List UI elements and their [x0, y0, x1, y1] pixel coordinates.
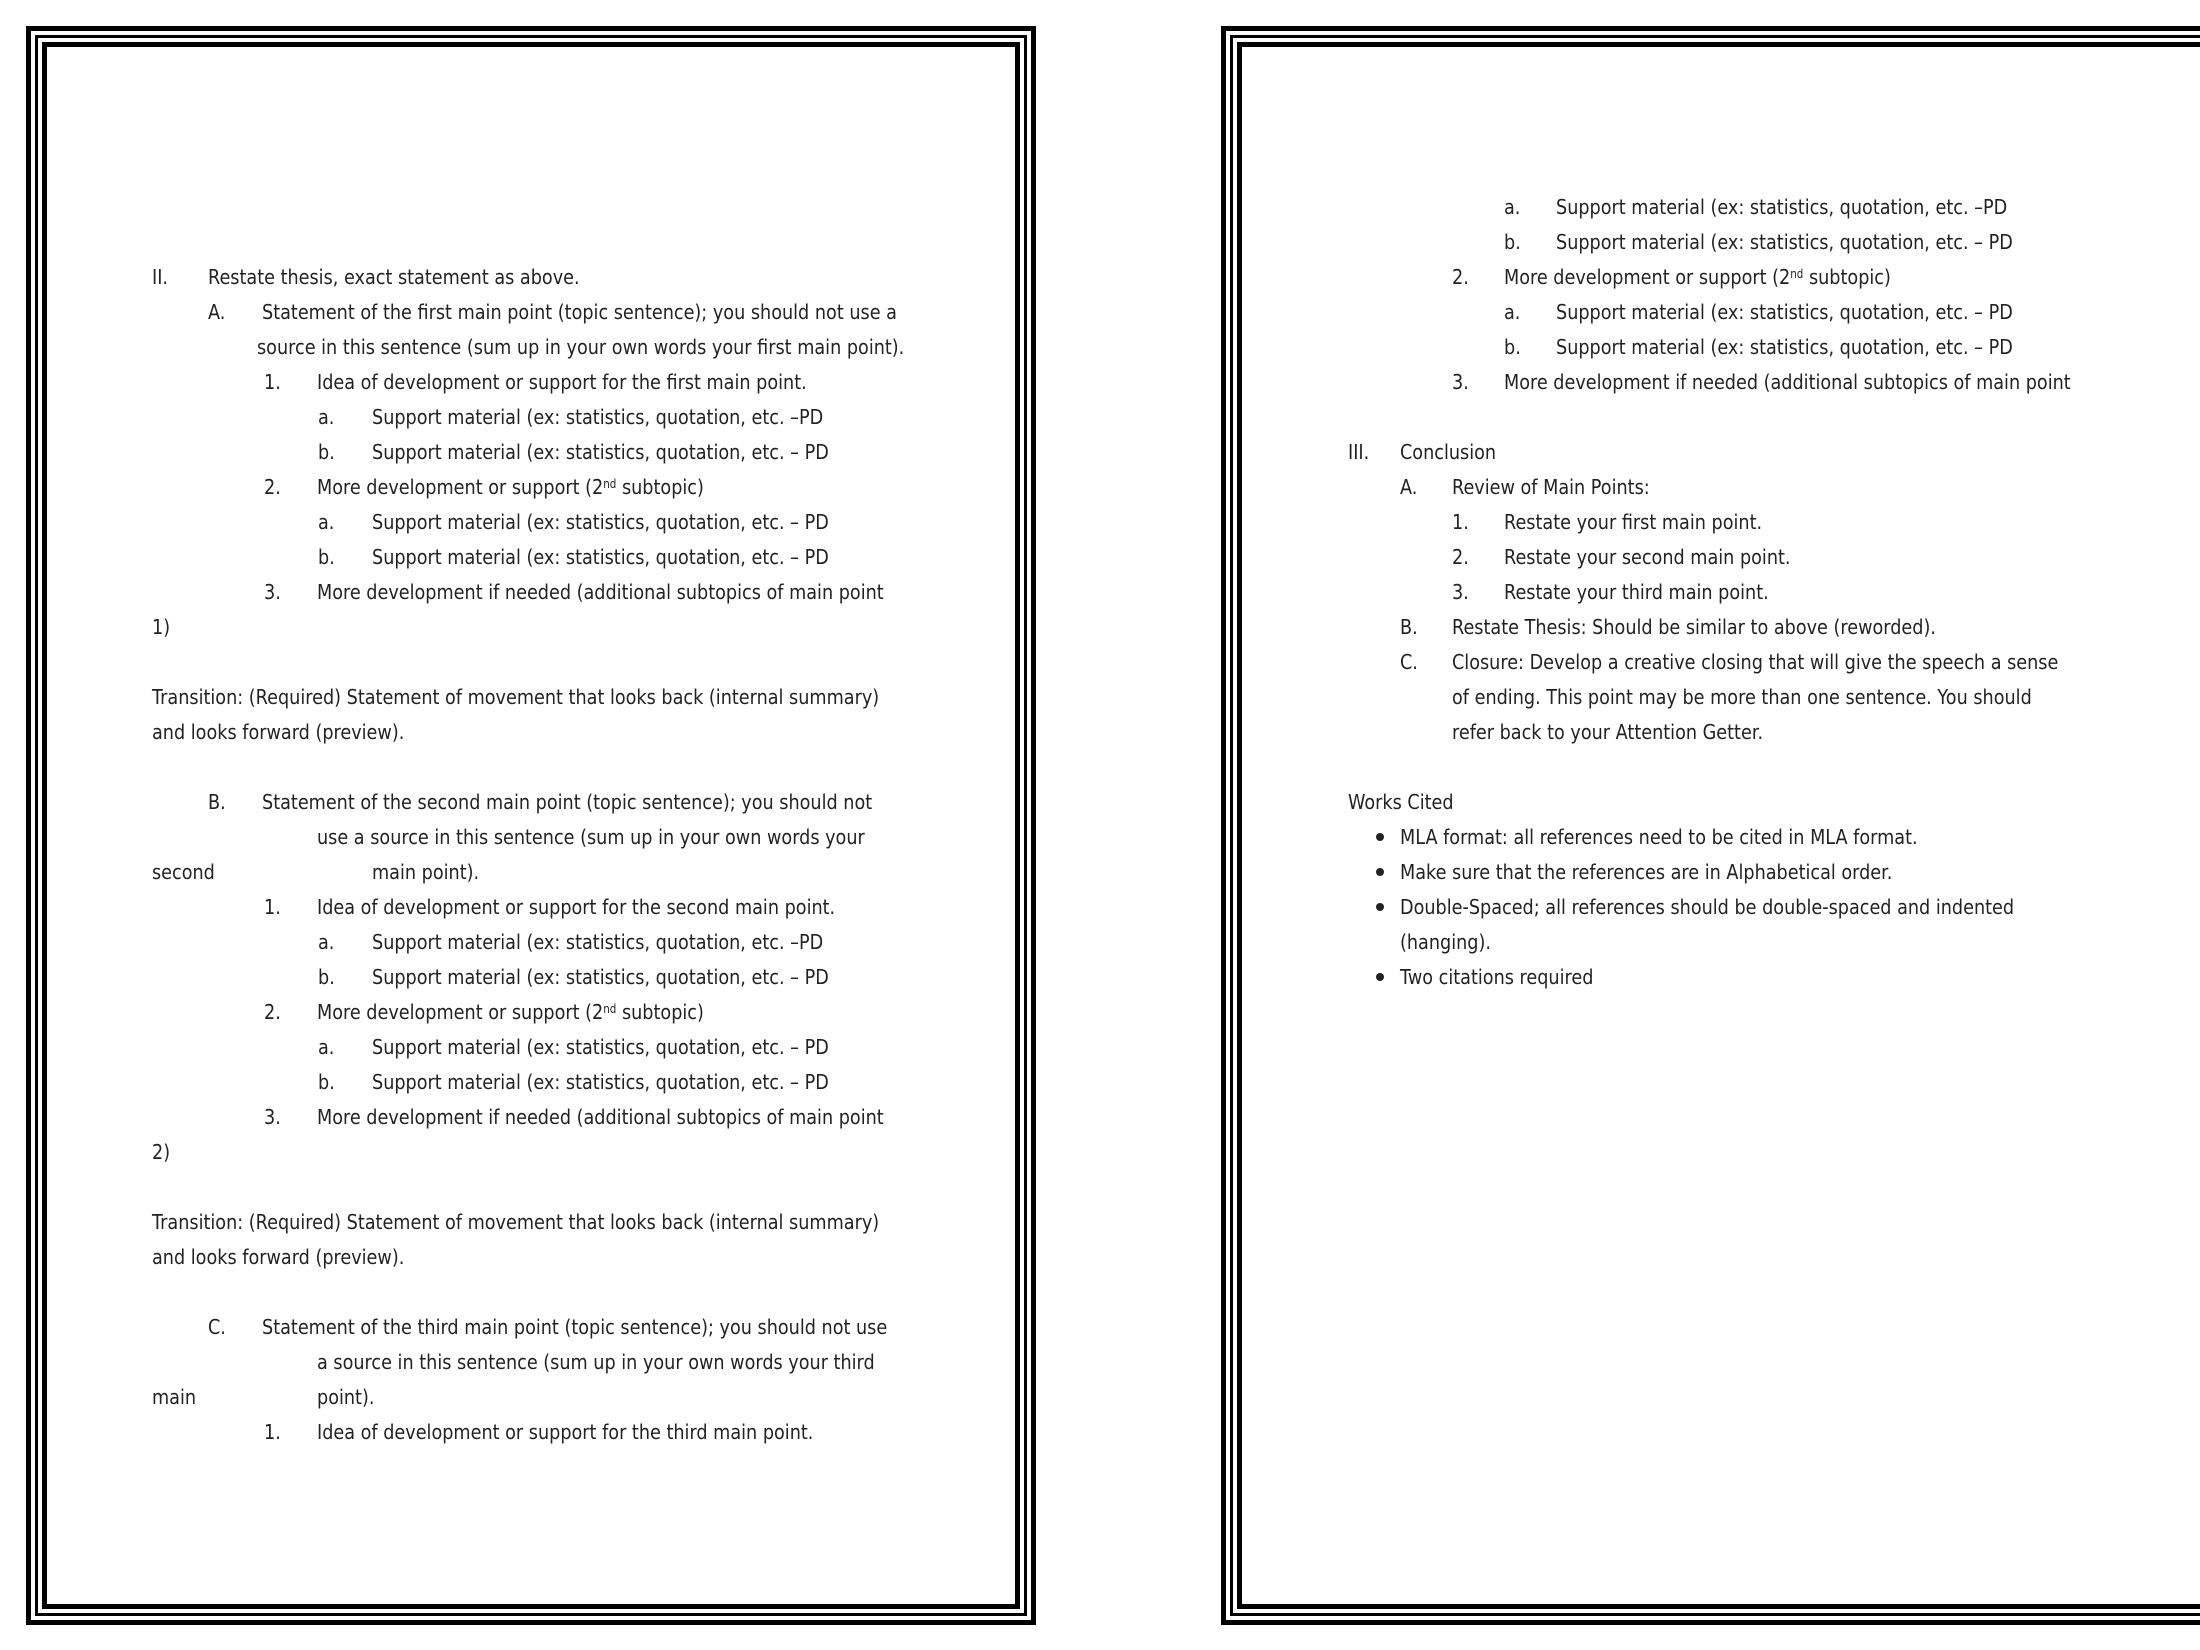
outline-line: Support material (ex: statistics, quotation, etc. – PD [372, 1070, 829, 1094]
outline-numeral: A. [208, 300, 226, 324]
outline-numeral: 2. [1452, 545, 1469, 569]
outline-line: Closure: Develop a creative closing that will give the speech a sense [1452, 650, 2059, 674]
outline-numeral: 3. [1452, 370, 1469, 394]
outline-numeral: 3. [264, 1105, 281, 1129]
outline-line: Support material (ex: statistics, quotation, etc. – PD [1556, 300, 2013, 324]
outline-line: a source in this sentence (sum up in your own words your third [317, 1350, 875, 1374]
outline-line: use a source in this sentence (sum up in your own words your [317, 825, 865, 849]
transition-line: and looks forward (preview). [152, 1245, 405, 1269]
outline-line: Statement of the third main point (topic sentence); you should not use [262, 1315, 888, 1339]
outline-line: second [152, 860, 215, 884]
outline-numeral: 1. [264, 1420, 281, 1444]
outline-numeral: 3. [1452, 580, 1469, 604]
outline-numeral: B. [1400, 615, 1418, 639]
outline-line: of ending. This point may be more than one sentence. You should [1452, 685, 2032, 709]
outline-numeral: A. [1400, 475, 1418, 499]
outline-line: More development if needed (additional subtopics of main point [1504, 370, 2071, 394]
outline-numeral: b. [1504, 230, 1521, 254]
outline-numeral: 1. [264, 370, 281, 394]
outline-numeral: b. [1504, 335, 1521, 359]
outline-line: Support material (ex: statistics, quotation, etc. – PD [1556, 335, 2013, 359]
outline-numeral: a. [318, 405, 335, 429]
outline-numeral: a. [318, 1035, 335, 1059]
bullet-item: Double-Spaced; all references should be double-spaced and indented [1400, 895, 2015, 919]
outline-line: point). [317, 1385, 375, 1409]
outline-numeral: 3. [264, 580, 281, 604]
outline-line: 1) [152, 615, 171, 639]
outline-numeral: 1. [1452, 510, 1469, 534]
outline-line: Support material (ex: statistics, quotation, etc. – PD [372, 510, 829, 534]
transition-line: and looks forward (preview). [152, 720, 405, 744]
outline-numeral: b. [318, 545, 335, 569]
outline-line: main point). [372, 860, 480, 884]
outline-line: Support material (ex: statistics, quotation, etc. –PD [372, 405, 824, 429]
bullet-item: (hanging). [1400, 930, 1491, 954]
outline-numeral: a. [1504, 300, 1521, 324]
bullet-icon [1376, 973, 1384, 981]
outline-line: Support material (ex: statistics, quotation, etc. – PD [1556, 230, 2013, 254]
bullet-item: Two citations required [1400, 965, 1594, 989]
outline-line: main [152, 1385, 197, 1409]
outline-numeral: b. [318, 1070, 335, 1094]
bullet-item: Make sure that the references are in Alphabetical order. [1400, 860, 1893, 884]
outline-line: Restate Thesis: Should be similar to above (reworded). [1452, 615, 1936, 639]
outline-line: Idea of development or support for the third main point. [317, 1420, 814, 1444]
transition-line: Transition: (Required) Statement of movement that looks back (internal summary) [152, 685, 880, 709]
outline-numeral: b. [318, 440, 335, 464]
outline-line: Statement of the second main point (topic sentence); you should not [262, 790, 873, 814]
works-cited-heading: Works Cited [1348, 790, 1454, 814]
outline-line: Restate your first main point. [1504, 510, 1763, 534]
outline-line: Support material (ex: statistics, quotation, etc. –PD [372, 930, 824, 954]
outline-line: Support material (ex: statistics, quotation, etc. – PD [372, 965, 829, 989]
outline-line: 2) [152, 1140, 171, 1164]
outline-numeral: a. [318, 510, 335, 534]
bullet-icon [1376, 833, 1384, 841]
outline-line: Support material (ex: statistics, quotation, etc. – PD [372, 1035, 829, 1059]
outline-line: source in this sentence (sum up in your own words your first main point). [257, 335, 905, 359]
outline-line: More development or support (2nd subtopic) [317, 475, 704, 499]
outline-numeral: 2. [264, 1000, 281, 1024]
outline-line: Restate your second main point. [1504, 545, 1791, 569]
outline-numeral: II. [152, 265, 169, 289]
outline-line: Idea of development or support for the first main point. [317, 370, 807, 394]
outline-numeral: 2. [1452, 265, 1469, 289]
bullet-item: MLA format: all references need to be cited in MLA format. [1400, 825, 1918, 849]
outline-numeral: C. [1400, 650, 1418, 674]
outline-line: Support material (ex: statistics, quotation, etc. –PD [1556, 195, 2008, 219]
outline-numeral: a. [1504, 195, 1521, 219]
outline-line: More development if needed (additional subtopics of main point [317, 580, 884, 604]
outline-line: More development or support (2nd subtopic) [317, 1000, 704, 1024]
outline-numeral: a. [318, 930, 335, 954]
outline-line: Restate thesis, exact statement as above. [208, 265, 580, 289]
outline-line: Review of Main Points: [1452, 475, 1650, 499]
outline-line: Support material (ex: statistics, quotation, etc. – PD [372, 440, 829, 464]
outline-line: Statement of the first main point (topic sentence); you should not use a [262, 300, 897, 324]
outline-line: Idea of development or support for the second main point. [317, 895, 836, 919]
outline-numeral: C. [208, 1315, 226, 1339]
outline-line: Restate your third main point. [1504, 580, 1769, 604]
outline-numeral: B. [208, 790, 226, 814]
outline-numeral: III. [1348, 440, 1370, 464]
outline-line: More development if needed (additional subtopics of main point [317, 1105, 884, 1129]
transition-line: Transition: (Required) Statement of movement that looks back (internal summary) [152, 1210, 880, 1234]
bullet-icon [1376, 903, 1384, 911]
outline-line: refer back to your Attention Getter. [1452, 720, 1764, 744]
outline-numeral: 1. [264, 895, 281, 919]
outline-numeral: 2. [264, 475, 281, 499]
outline-line: More development or support (2nd subtopic) [1504, 265, 1891, 289]
outline-numeral: b. [318, 965, 335, 989]
bullet-icon [1376, 868, 1384, 876]
outline-line: Conclusion [1400, 440, 1497, 464]
outline-line: Support material (ex: statistics, quotation, etc. – PD [372, 545, 829, 569]
